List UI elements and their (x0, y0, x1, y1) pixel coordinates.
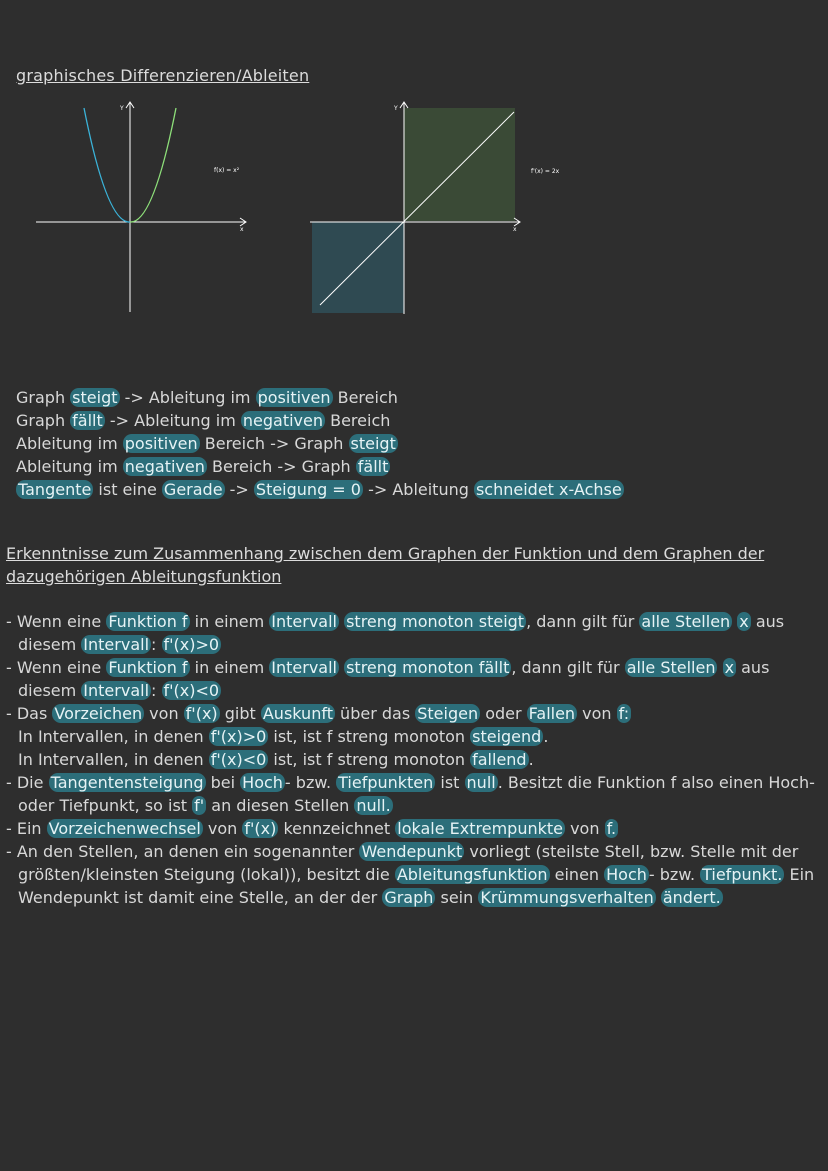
highlighted-term: f. (606, 819, 617, 838)
bullet-continuation (6, 633, 824, 656)
text-segment: Bereich -> Graph (206, 457, 356, 476)
bullet-continuation (6, 863, 824, 886)
text-segment: vorliegt (steilste Stell, bzw. Stelle mit der (464, 842, 799, 861)
text-segment: ist eine (93, 480, 162, 499)
text-segment: diesem (18, 681, 82, 700)
rule-line (16, 386, 624, 409)
page-title: graphisches Differenzieren/Ableiten (16, 66, 310, 85)
highlighted-term: alle Stellen (641, 612, 731, 631)
highlighted-term: Tiefpunkt. (702, 865, 783, 884)
text-segment: - Wenn eine (6, 612, 107, 631)
highlighted-term: Hoch (242, 773, 283, 792)
highlighted-term: negativen (124, 457, 205, 476)
bullet-line (6, 702, 824, 725)
text-segment: Graph (16, 388, 71, 407)
rules-list (16, 386, 624, 501)
text-segment: in einem (189, 658, 270, 677)
highlighted-term: Fallen (528, 704, 576, 723)
derivative-graph (306, 100, 576, 318)
highlighted-term: fallend (472, 750, 527, 769)
highlighted-term: schneidet x-Achse (475, 480, 622, 499)
text-segment: an diesen Stellen (206, 796, 355, 815)
highlighted-term: f' (194, 796, 205, 815)
text-segment: Ableitung im (16, 434, 123, 453)
text-segment: kennzeichnet (278, 819, 396, 838)
parabola-right-branch (130, 108, 176, 222)
highlighted-term: f'(x)<0 (210, 750, 267, 769)
text-segment: größten/kleinsten Steigung (lokal)), besitzt die (18, 865, 395, 884)
highlighted-term: Wendepunkt (361, 842, 463, 861)
highlighted-term: steigt (350, 434, 396, 453)
text-segment: einen (549, 865, 605, 884)
highlighted-term: Vorzeichen (54, 704, 143, 723)
y-axis-label: Y (394, 105, 398, 112)
text-segment: oder (480, 704, 527, 723)
text-segment: ist, ist f streng monoton (268, 727, 471, 746)
bullet-line (6, 610, 824, 633)
highlighted-term: streng monoton steigt (346, 612, 525, 631)
highlighted-term: x (739, 612, 749, 631)
text-segment: oder Tiefpunkt, so ist (18, 796, 193, 815)
highlighted-term: f'(x)>0 (210, 727, 267, 746)
text-segment: . (543, 727, 549, 746)
highlighted-term: Funktion f (108, 658, 188, 677)
text-segment: Ableitung im (16, 457, 123, 476)
rule-line (16, 478, 624, 501)
highlighted-term: fällt (357, 457, 389, 476)
text-segment: in einem (189, 612, 270, 631)
text-segment: In Intervallen, in denen (18, 750, 209, 769)
highlighted-term: alle Stellen (626, 658, 716, 677)
text-segment: aus (736, 658, 770, 677)
highlighted-term: Tiefpunkten (338, 773, 434, 792)
text-segment: Wendepunkt ist damit eine Stelle, an der der (18, 888, 383, 907)
text-segment: : (151, 635, 162, 654)
highlighted-term: Graph (384, 888, 434, 907)
highlighted-term: f'(x)>0 (163, 635, 220, 654)
highlighted-term: Steigung = 0 (255, 480, 361, 499)
highlighted-term: Intervall (83, 635, 150, 654)
text-segment: Graph (16, 411, 71, 430)
parabola-left-branch (84, 108, 130, 222)
text-segment: Bereich (325, 411, 391, 430)
highlighted-term: Gerade (163, 480, 223, 499)
text-segment: - Das (6, 704, 53, 723)
rule-line (16, 455, 624, 478)
highlighted-term: Tangentensteigung (50, 773, 204, 792)
text-segment: von (564, 819, 605, 838)
highlighted-term: f'(x) (185, 704, 218, 723)
highlighted-term: negativen (242, 411, 324, 430)
highlighted-term: Intervall (83, 681, 150, 700)
highlighted-term: steigend (472, 727, 542, 746)
text-segment: - bzw. (648, 865, 701, 884)
text-segment: gibt (219, 704, 261, 723)
highlighted-term: Funktion f (108, 612, 188, 631)
parabola-graph (34, 100, 264, 315)
positive-quadrant (404, 108, 515, 221)
text-segment: -> Ableitung im (119, 388, 256, 407)
bullet-continuation (6, 886, 824, 909)
highlighted-term: lokale Extrempunkte (397, 819, 563, 838)
bullet-continuation (6, 748, 824, 771)
text-segment: Bereich -> Graph (199, 434, 349, 453)
function-label: f'(x) = 2x (531, 168, 560, 175)
text-segment: bei (205, 773, 241, 792)
text-segment: von (202, 819, 243, 838)
y-axis-label: Y (120, 105, 124, 112)
highlighted-term: Vorzeichenwechsel (48, 819, 201, 838)
highlighted-term: Intervall (271, 658, 337, 677)
text-segment: - An den Stellen, an denen ein sogenannter (6, 842, 360, 861)
highlighted-term: null. (356, 796, 391, 815)
highlighted-term: positiven (124, 434, 198, 453)
text-segment: -> Ableitung im (104, 411, 241, 430)
rule-line (16, 409, 624, 432)
text-segment (717, 658, 722, 677)
text-segment: Ein (784, 865, 815, 884)
rule-line (16, 432, 624, 455)
highlighted-term: f'(x) (244, 819, 277, 838)
highlighted-term: Auskunft (262, 704, 333, 723)
text-segment: Bereich (332, 388, 398, 407)
section-heading: Erkenntnisse zum Zusammenhang zwischen dem Graphen der Funktion und dem Graphen der dazugehörigen Ableitungsfunktion (6, 544, 765, 586)
highlighted-term: Intervall (271, 612, 337, 631)
highlighted-term: null (466, 773, 496, 792)
highlighted-term: Steigen (417, 704, 479, 723)
bullet-continuation (6, 725, 824, 748)
highlighted-term: Krümmungsverhalten (480, 888, 654, 907)
bullet-list (6, 610, 824, 909)
x-axis-label: x (513, 226, 517, 233)
bullet-line (6, 840, 824, 863)
highlighted-term: f: (618, 704, 630, 723)
highlighted-term: f'(x)<0 (163, 681, 220, 700)
text-segment: - Ein (6, 819, 47, 838)
text-segment: . Besitzt die Funktion f also einen Hoch- (497, 773, 815, 792)
text-segment: , dann gilt für (526, 612, 640, 631)
text-segment: - Wenn eine (6, 658, 107, 677)
text-segment: , dann gilt für (511, 658, 625, 677)
highlighted-term: Tangente (18, 480, 92, 499)
highlighted-term: positiven (257, 388, 331, 407)
highlighted-term: streng monoton fällt (346, 658, 510, 677)
bullet-line (6, 817, 824, 840)
bullet-continuation (6, 794, 824, 817)
text-segment: In Intervallen, in denen (18, 727, 209, 746)
text-segment: ist, ist f streng monoton (268, 750, 471, 769)
x-axis-label: x (240, 226, 244, 233)
highlighted-term: ändert. (662, 888, 721, 907)
bullet-continuation (6, 679, 824, 702)
text-segment: über das (334, 704, 416, 723)
text-segment: von (577, 704, 617, 723)
highlighted-term: Hoch (606, 865, 647, 884)
text-segment: -> (224, 480, 254, 499)
text-segment: - bzw. (284, 773, 337, 792)
text-segment: sein (435, 888, 479, 907)
text-segment: von (144, 704, 184, 723)
bullet-line (6, 656, 824, 679)
highlighted-term: x (724, 658, 735, 677)
text-segment: ist (435, 773, 465, 792)
function-label: f(x) = x² (214, 167, 240, 174)
text-segment: - Die (6, 773, 49, 792)
highlighted-term: steigt (72, 388, 118, 407)
bullet-line (6, 771, 824, 794)
text-segment: aus (750, 612, 785, 631)
text-segment: diesem (18, 635, 82, 654)
text-segment: : (151, 681, 162, 700)
highlighted-term: fällt (72, 411, 103, 430)
highlighted-term: Ableitungsfunktion (396, 865, 548, 884)
text-segment: . (528, 750, 534, 769)
text-segment: -> Ableitung (362, 480, 474, 499)
